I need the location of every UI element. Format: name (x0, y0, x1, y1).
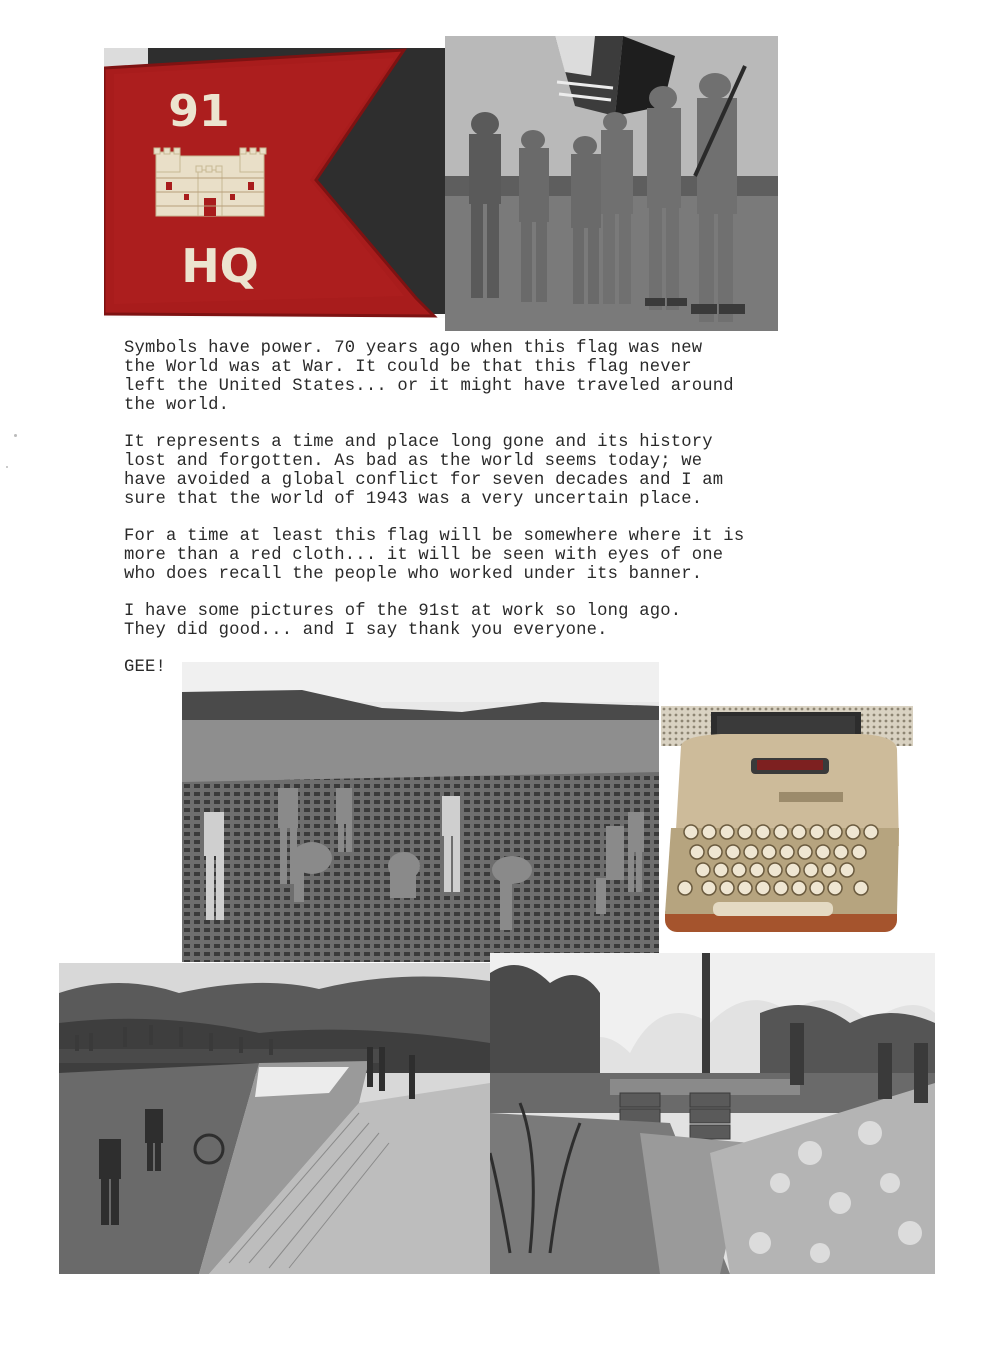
letter-body (124, 339, 824, 677)
guidon-flag-photo (104, 48, 445, 318)
paragraph-history: It represents a time and place long gone and its history lost and forgotten. As bad as the world seems today; we have avoided a global conflict for seven decades and I am sure that the world of 1943 was a very uncertain place. (124, 433, 724, 509)
ditch-construction-photo (59, 963, 490, 1274)
bridge-photo (490, 953, 935, 1274)
color-guard-photo (445, 36, 778, 331)
typewriter-photo (661, 706, 913, 950)
airstrip-photo (182, 662, 659, 962)
scan-speck (14, 434, 17, 437)
scan-speck (6, 466, 8, 468)
signature: GEE! (124, 658, 167, 677)
paragraph-symbols: Symbols have power. 70 years ago when this flag was new the World was at War. It could be that this flag never left the United States... or it might have traveled around the world. (124, 339, 734, 415)
flag-label: HQ (181, 239, 259, 293)
paragraph-pictures: I have some pictures of the 91st at work so long ago. They did good... and I say thank you everyone. (124, 602, 682, 640)
paragraph-red-cloth: For a time at least this flag will be somewhere where it is more than a red cloth... it will be seen with eyes of one who does recall the people who worked under its banner. (124, 527, 745, 584)
flag-number: 91 (168, 86, 230, 137)
